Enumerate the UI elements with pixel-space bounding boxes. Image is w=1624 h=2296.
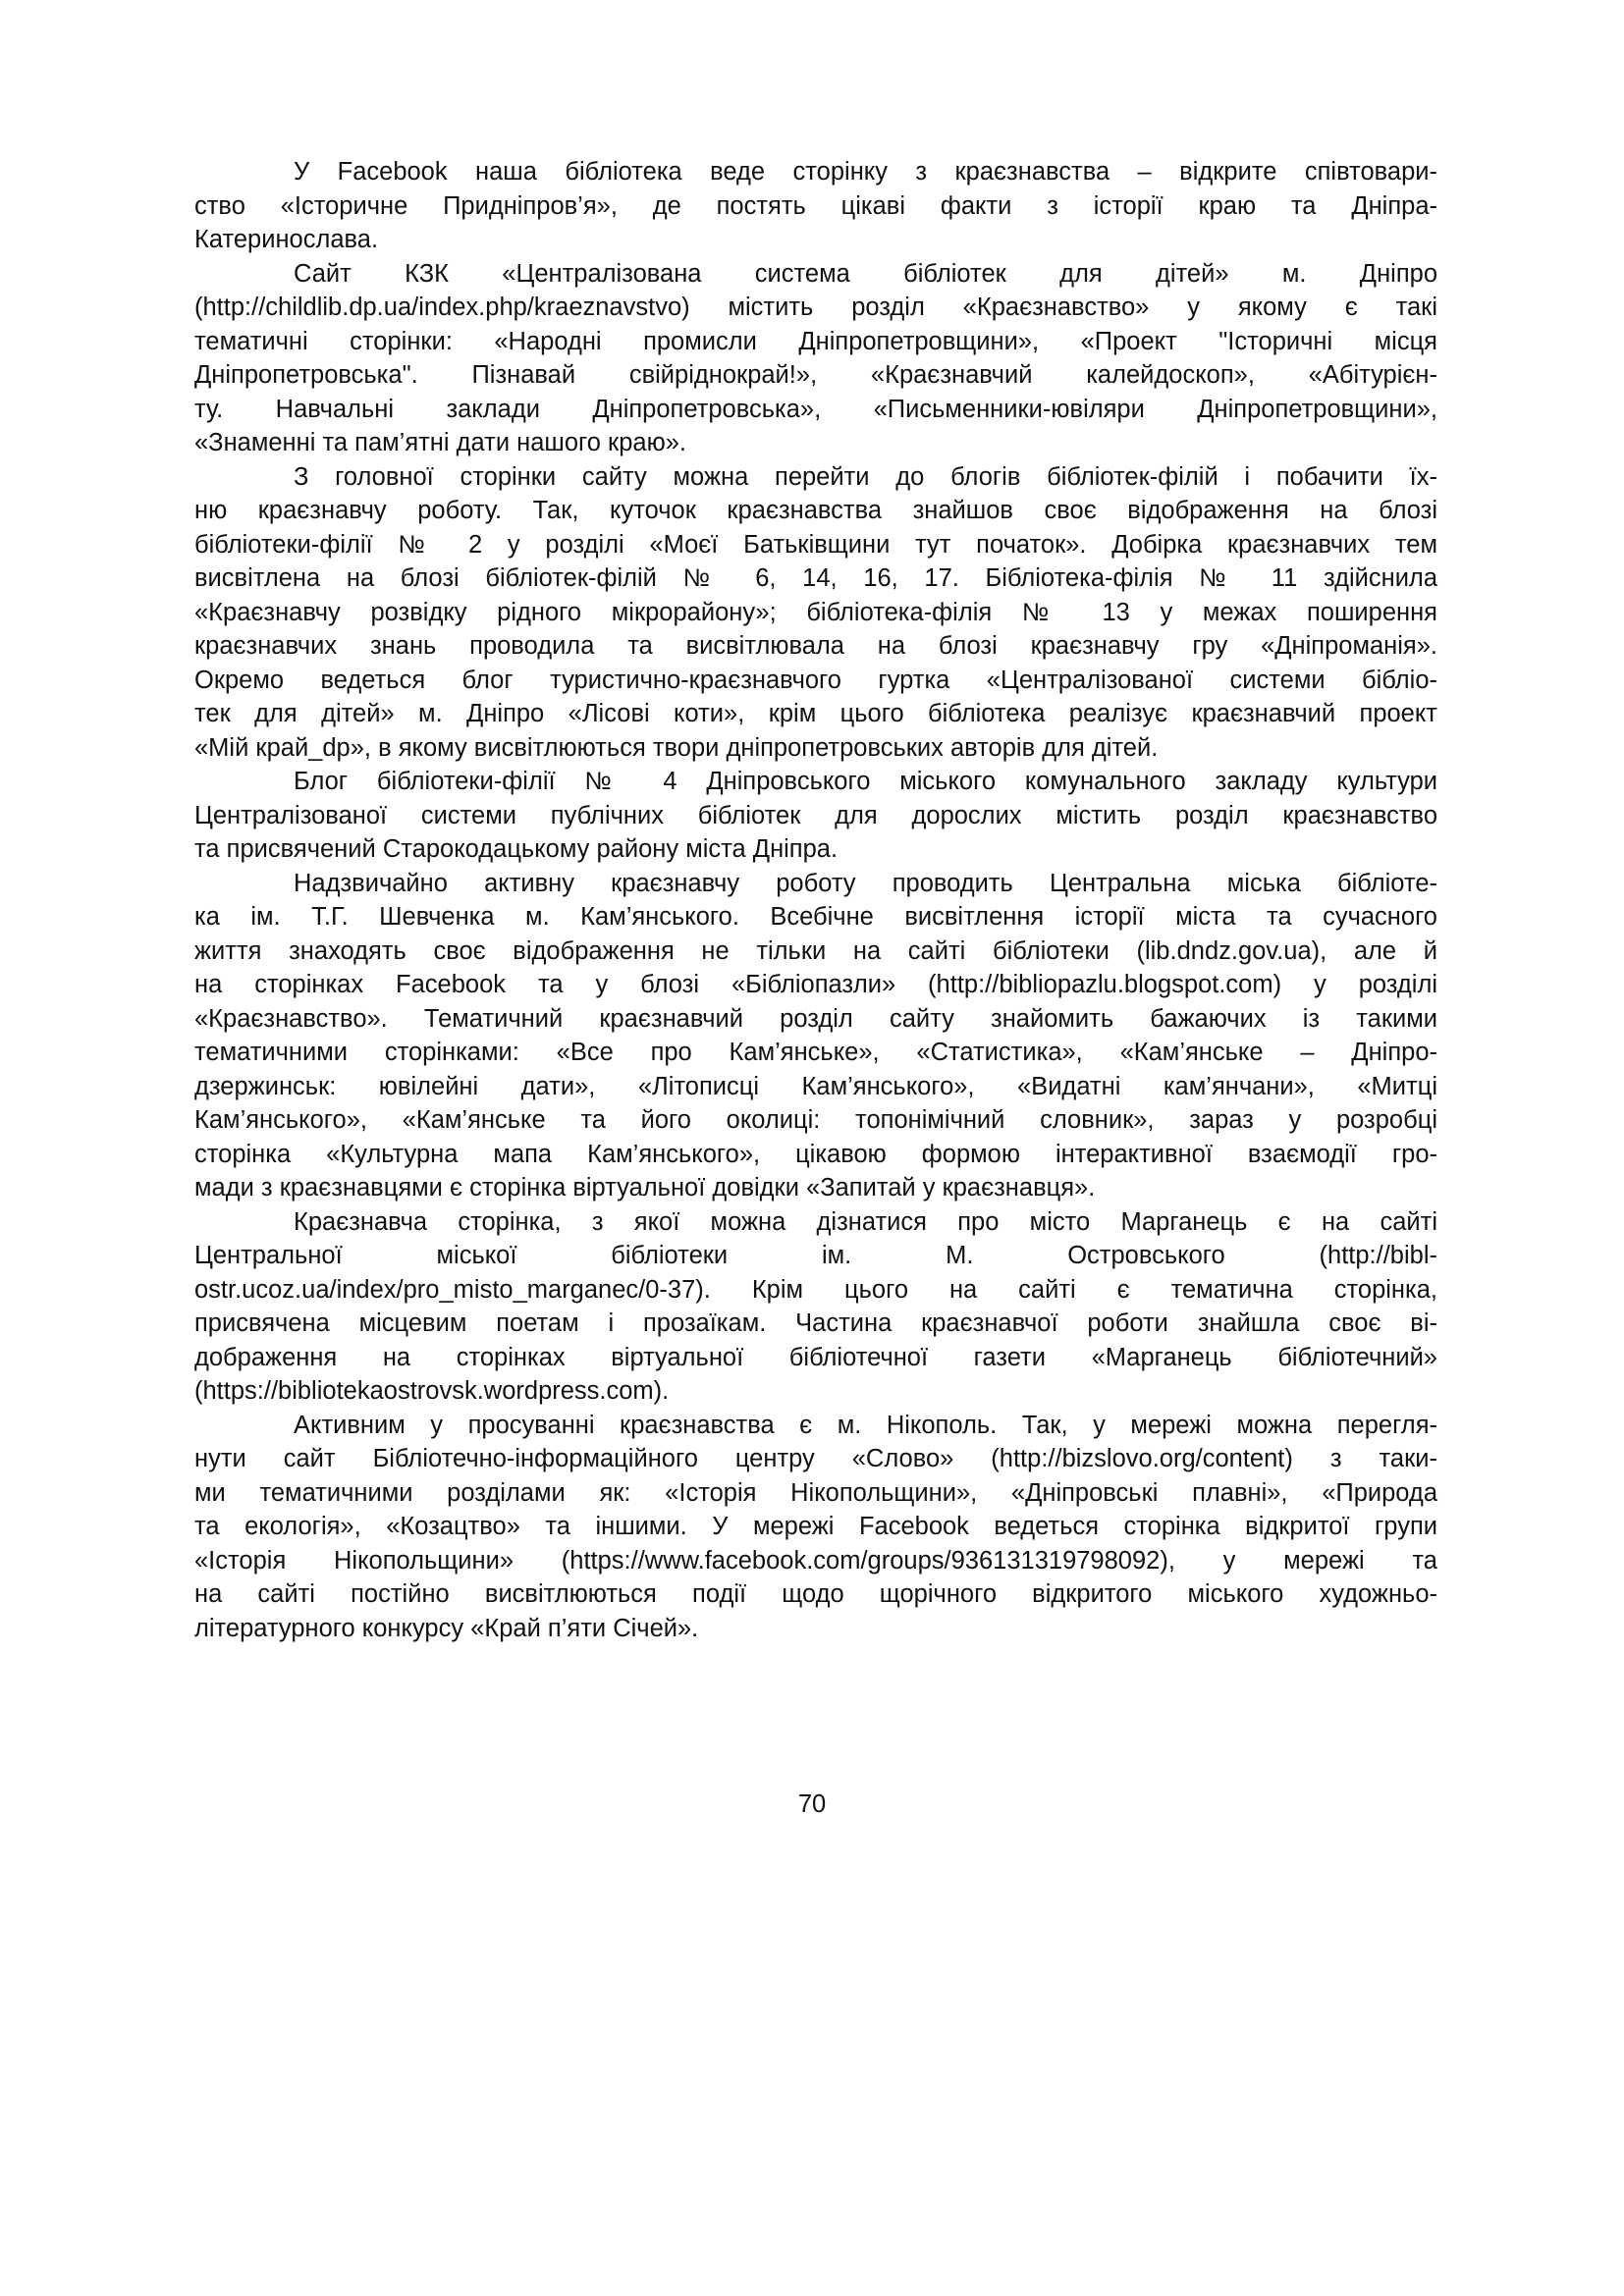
text-line: на сторінках Facebook та у блозі «Бібліопазли» (http://bibliopazlu.blogspot.com) у розділі	[194, 971, 1437, 998]
text-line: нути сайт Бібліотечно-інформаційного центру «Слово» (http://bizslovo.org/content) з таки-	[194, 1445, 1437, 1472]
text-line: та екологія», «Козацтво» та іншими. У мережі Facebook ведеться сторінка відкритої групи	[194, 1513, 1437, 1540]
text-line: Блог бібліотеки-філії № 4 Дніпровського міського комунального закладу культури	[294, 768, 1437, 795]
text-line: ню краєзнавчу роботу. Так, куточок краєзнавства знайшов своє відображення на блозі	[194, 497, 1437, 524]
text-line: «Історія Нікопольщини» (https://www.facebook.com/groups/936131319798092), у мережі та	[194, 1546, 1437, 1575]
text-line: дображення на сторінках віртуальної бібліотечної газети «Марганець бібліотечний»	[194, 1343, 1437, 1371]
text-line: краєзнавчих знань проводила та висвітлювала на блозі краєзнавчу гру «Дніпроманія».	[194, 632, 1437, 660]
text-line: Дніпропетровська". Пізнавай свійріднокрай!», «Краєзнавчий калейдоскоп», «Абітурієн-	[194, 361, 1437, 389]
text-line: ostr.ucoz.ua/index/pro_misto_marganec/0-37). Крім цього на сайті є тематична сторінка,	[194, 1275, 1437, 1304]
text-line: ту. Навчальні заклади Дніпропетровська», «Письменники-ювіляри Дніпропетровщини»,	[194, 395, 1437, 423]
text-line: мади з краєзнавцями є сторінка віртуальної довідки «Запитай у краєзнавця».	[194, 1174, 1096, 1201]
text-line: Окремо ведеться блог туристично-краєзнавчого гуртка «Централізованої системи бібліо-	[194, 666, 1437, 694]
text-line: та присвячений Старокодацькому району міста Дніпра.	[194, 835, 839, 863]
text-line: У Facebook наша бібліотека веде сторінку з краєзнавства – відкрите співтовари-	[294, 158, 1437, 186]
text-line: Катеринослава.	[194, 226, 379, 253]
text-line: (https://bibliotekaostrovsk.wordpress.com).	[194, 1377, 670, 1405]
text-line: «Краєзнавчу розвідку рідного мікрорайону»; бібліотека-філія № 13 у межах поширення	[194, 598, 1437, 626]
text-line: Кам’янського», «Кам’янське та його околиці: топонімічний словник», зараз у розробці	[194, 1106, 1437, 1134]
text-line: присвячена місцевим поетам і прозаїкам. Частина краєзнавчої роботи знайшла своє ві-	[194, 1309, 1437, 1337]
text-line: Краєзнавча сторінка, з якої можна дізнатися про місто Марганець є на сайті	[294, 1207, 1437, 1236]
text-line: тематичними сторінками: «Все про Кам’янське», «Статистика», «Кам’янське – Дніпро-	[194, 1039, 1437, 1066]
text-line: на сайті постійно висвітлюються події щодо щорічного відкритого міського художньо-	[194, 1580, 1437, 1608]
text-line: З головної сторінки сайту можна перейти до блогів бібліотек-філій і побачити їх-	[294, 462, 1437, 491]
text-line: ми тематичними розділами як: «Історія Нікопольщини», «Дніпровські плавні», «Природа	[194, 1478, 1437, 1507]
text-line: ство «Історичне Придніпров’я», де постять цікаві факти з історії краю та Дніпра-	[194, 191, 1437, 220]
text-line: Централізованої системи публічних бібліотек для дорослих містить розділ краєзнавство	[194, 801, 1437, 829]
text-line: «Знаменні та пам’ятні дати нашого краю».	[194, 429, 686, 456]
text-line: «Мій край_dp», в якому висвітлюються твори дніпропетровських авторів для дітей.	[194, 733, 1159, 762]
text-line: (http://childlib.dp.ua/index.php/kraeznavstvo) містить розділ «Краєзнавство» у якому є такі	[194, 294, 1437, 321]
text-line: бібліотеки-філії № 2 у розділі «Моєї Батьківщини тут початок». Добірка краєзнавчих тем	[194, 530, 1437, 559]
text-line: літературного конкурсу «Край п’яти Січей».	[194, 1614, 699, 1642]
text-line: життя знаходять своє відображення не тільки на сайті бібліотеки (lib.dndz.gov.ua), але й	[194, 936, 1437, 965]
text-line: сторінка «Культурна мапа Кам’янського», цікавою формою інтерактивної взаємодії гро-	[194, 1140, 1437, 1168]
text-line: Сайт КЗК «Централізована система бібліотек для дітей» м. Дніпро	[294, 259, 1437, 288]
text-line: «Краєзнавство». Тематичний краєзнавчий розділ сайту знайомить бажаючих із такими	[194, 1004, 1437, 1033]
body-text	[194, 155, 1437, 1645]
page-number: 70	[797, 1790, 827, 1818]
text-line: Центральної міської бібліотеки ім. М. Островського (http://bibl-	[194, 1242, 1437, 1269]
text-line: висвітлена на блозі бібліотек-філій № 6, 14, 16, 17. Бібліотека-філія № 11 здійснила	[194, 564, 1437, 592]
text-line: Надзвичайно активну краєзнавчу роботу проводить Центральна міська бібліоте-	[294, 869, 1437, 897]
text-line: дзержинськ: ювілейні дати», «Літописці Кам’янського», «Видатні кам’янчани», «Митці	[194, 1072, 1437, 1100]
text-line: ка ім. Т.Г. Шевченка м. Кам’янського. Всебічне висвітлення історії міста та сучасного	[194, 903, 1437, 931]
text-line: тематичні сторінки: «Народні промисли Дніпропетровщини», «Проект "Історичні місця	[194, 327, 1437, 355]
text-line: Активним у просуванні краєзнавства є м. Нікополь. Так, у мережі можна перегля-	[294, 1411, 1437, 1439]
text-line: тек для дітей» м. Дніпро «Лісові коти», крім цього бібліотека реалізує краєзнавчий проект	[194, 700, 1437, 727]
